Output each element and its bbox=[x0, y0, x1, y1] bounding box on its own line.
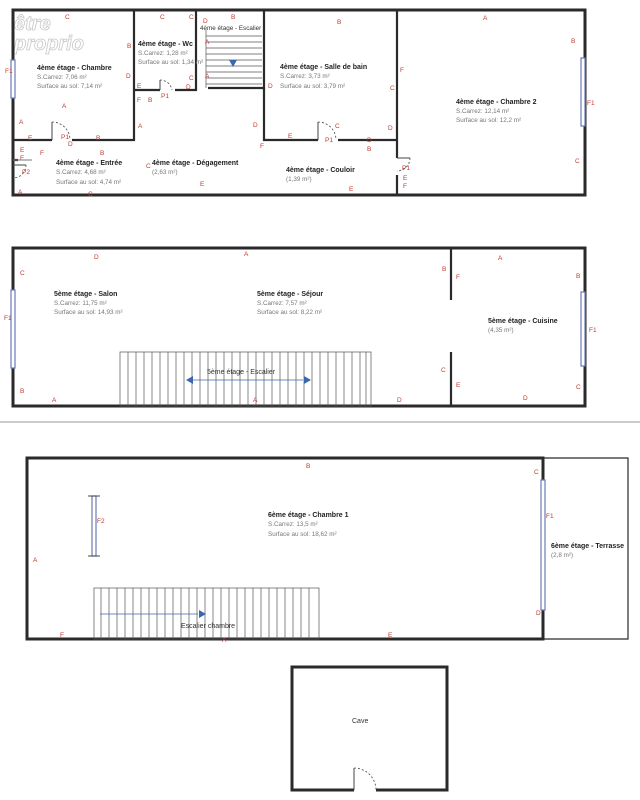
wall-code-label: C bbox=[20, 270, 25, 277]
wall-code-label: E bbox=[200, 181, 205, 188]
svg-text:(2,8 m²): (2,8 m²) bbox=[551, 552, 574, 559]
room-escalier-6: Escalier chambre bbox=[181, 623, 236, 630]
wall-code-label: C bbox=[575, 158, 580, 165]
wall-code-label: C bbox=[160, 14, 165, 21]
window-chambre bbox=[11, 60, 15, 98]
wall-code-label: A bbox=[138, 123, 143, 130]
arrow-right-icon bbox=[304, 376, 311, 384]
wall-code-label: F bbox=[456, 274, 460, 281]
room-chambre-4 bbox=[37, 65, 112, 90]
floor-6 bbox=[27, 458, 628, 644]
wall-code-label: F bbox=[137, 97, 141, 104]
window-chambre2 bbox=[581, 58, 585, 126]
wall-code-label: D bbox=[397, 397, 402, 404]
wall-code-label: B bbox=[100, 150, 105, 157]
wall-code-label: F2 bbox=[97, 518, 105, 525]
wall-code-label: E bbox=[137, 83, 142, 90]
door-label: P1 bbox=[402, 165, 410, 172]
wall-code-label: B bbox=[367, 146, 372, 153]
svg-text:S.Carrez: 1,28 m²: S.Carrez: 1,28 m² bbox=[138, 50, 188, 57]
svg-text:6ème étage - Terrasse: 6ème étage - Terrasse bbox=[551, 543, 625, 550]
wall-code-label: F bbox=[20, 155, 24, 162]
svg-text:4ème étage - Entrée: 4ème étage - Entrée bbox=[56, 160, 123, 167]
sdb-walls bbox=[264, 88, 397, 140]
wall-code-label: B bbox=[96, 135, 101, 142]
svg-text:5ème étage - Salon: 5ème étage - Salon bbox=[54, 291, 118, 298]
stair-walls bbox=[208, 10, 264, 88]
window-cuisine bbox=[581, 292, 585, 366]
arrow-left-icon bbox=[186, 376, 193, 384]
svg-text:Surface au sol: 1,34 m²: Surface au sol: 1,34 m² bbox=[138, 59, 204, 66]
svg-text:Surface au sol: 4,74 m²: Surface au sol: 4,74 m² bbox=[56, 179, 122, 186]
room-entree-4 bbox=[56, 160, 122, 186]
svg-text:S.Carrez: 7,57 m²: S.Carrez: 7,57 m² bbox=[257, 300, 307, 307]
logo-line2: proprio bbox=[14, 33, 84, 55]
room-sdb-4 bbox=[280, 64, 367, 90]
room-chambre1-6 bbox=[268, 512, 349, 538]
wall-code-label: C bbox=[65, 14, 70, 21]
window-f2 bbox=[92, 496, 96, 556]
svg-text:S.Carrez: 12,14 m²: S.Carrez: 12,14 m² bbox=[456, 108, 510, 115]
floor-5 bbox=[4, 248, 597, 406]
svg-text:Surface au sol: 12,2 m²: Surface au sol: 12,2 m² bbox=[456, 117, 522, 124]
svg-text:(2,63 m²): (2,63 m²) bbox=[152, 169, 178, 176]
stairs-4 bbox=[206, 30, 262, 88]
wall-code-label: A bbox=[18, 189, 23, 196]
door-label: P1 bbox=[325, 137, 333, 144]
room-sejour-5 bbox=[257, 291, 323, 316]
wall-code-label: D bbox=[186, 84, 191, 91]
svg-text:6ème étage - Chambre 1: 6ème étage - Chambre 1 bbox=[268, 512, 349, 519]
room-escalier-5: 5ème étage - Escalier bbox=[207, 369, 276, 376]
svg-text:5ème étage - Cuisine: 5ème étage - Cuisine bbox=[488, 318, 558, 325]
svg-text:4ème étage - Couloir: 4ème étage - Couloir bbox=[286, 167, 355, 174]
wall-code-label: B bbox=[576, 273, 581, 280]
wall-code-label: D bbox=[203, 18, 208, 25]
wall-code-label: E bbox=[403, 175, 408, 182]
stairs-6 bbox=[94, 588, 319, 639]
svg-text:S.Carrez: 13,5 m²: S.Carrez: 13,5 m² bbox=[268, 521, 318, 528]
wall-code-label: C bbox=[146, 163, 151, 170]
wall-code-label: A bbox=[62, 103, 67, 110]
wall-code-label: A bbox=[33, 557, 38, 564]
wall-code-label: B bbox=[337, 19, 342, 26]
svg-text:5ème étage - Séjour: 5ème étage - Séjour bbox=[257, 291, 324, 298]
wall-code-label: F1 bbox=[589, 327, 597, 334]
window-chambre1 bbox=[541, 480, 545, 610]
wall-code-label: C bbox=[88, 191, 93, 198]
wall-code-label: A bbox=[52, 397, 57, 404]
wall-code-label: A bbox=[498, 255, 503, 262]
wall-code-label: B bbox=[148, 97, 153, 104]
wall-code-label: F bbox=[403, 183, 407, 190]
wall-code-label: C bbox=[189, 14, 194, 21]
wall-code-label: E bbox=[349, 186, 354, 193]
door-label: P1 bbox=[61, 134, 69, 141]
wall-code-label: D bbox=[268, 83, 273, 90]
svg-text:Surface au sol: 3,79 m²: Surface au sol: 3,79 m² bbox=[280, 83, 346, 90]
cave-walls bbox=[292, 667, 447, 790]
wall-code-label: B bbox=[20, 388, 25, 395]
wall-code-label: F bbox=[260, 143, 264, 150]
wall-code-label: D bbox=[94, 254, 99, 261]
wall-code-label: A bbox=[244, 251, 249, 258]
wall-code-label: D bbox=[388, 125, 393, 132]
svg-text:S.Carrez: 7,06 m²: S.Carrez: 7,06 m² bbox=[37, 74, 87, 81]
wall-code-label: C bbox=[441, 367, 446, 374]
svg-text:4ème étage - Salle de bain: 4ème étage - Salle de bain bbox=[280, 64, 368, 71]
wall-code-label: D bbox=[536, 610, 541, 617]
wall-code-label: B bbox=[127, 43, 132, 50]
wall-code-label: C bbox=[576, 384, 581, 391]
wall-code-label: C bbox=[335, 123, 340, 130]
wall-codes-6 bbox=[33, 463, 554, 644]
wall-code-label: C bbox=[189, 75, 194, 82]
svg-text:S.Carrez: 4,68 m²: S.Carrez: 4,68 m² bbox=[56, 169, 106, 176]
logo-line1: être bbox=[14, 13, 51, 35]
wall-code-label: F1 bbox=[5, 68, 13, 75]
floor-4 bbox=[5, 10, 595, 198]
room-terrasse-6 bbox=[551, 543, 624, 559]
wall-code-label: D bbox=[523, 395, 528, 402]
wall-code-label: E bbox=[20, 147, 25, 154]
wall-code-label: D bbox=[367, 137, 372, 144]
svg-text:S.Carrez: 11,75 m²: S.Carrez: 11,75 m² bbox=[54, 300, 107, 307]
wall-code-label: A bbox=[205, 73, 210, 80]
wall-code-label: B bbox=[231, 14, 236, 21]
wall-code-label: A bbox=[483, 15, 488, 22]
svg-text:4ème étage - Chambre 2: 4ème étage - Chambre 2 bbox=[456, 99, 537, 106]
door-label: P1 bbox=[161, 93, 169, 100]
wall-code-label: F bbox=[60, 632, 64, 639]
wall-code-label: E bbox=[388, 632, 393, 639]
wall-code-label: D bbox=[126, 73, 131, 80]
wall-code-label: C bbox=[390, 85, 395, 92]
wall-code-label: E bbox=[456, 382, 461, 389]
room-degagement-4 bbox=[152, 160, 239, 176]
wall-code-label: F1 bbox=[4, 315, 12, 322]
cave bbox=[292, 667, 447, 790]
wall-code-label: A bbox=[19, 119, 24, 126]
svg-text:(1,39 m²): (1,39 m²) bbox=[286, 176, 312, 183]
wall-code-label: E bbox=[28, 135, 33, 142]
wall-code-label: D bbox=[68, 141, 73, 148]
svg-text:(4,35 m²): (4,35 m²) bbox=[488, 327, 514, 334]
room-couloir-4 bbox=[286, 167, 355, 183]
wall-code-label: F1 bbox=[546, 513, 554, 520]
svg-text:S.Carrez: 3,73 m²: S.Carrez: 3,73 m² bbox=[280, 73, 330, 80]
svg-text:4ème étage - Chambre: 4ème étage - Chambre bbox=[37, 65, 112, 72]
window-salon bbox=[11, 290, 15, 368]
room-wc-4 bbox=[138, 41, 203, 66]
wall-code-label: F bbox=[40, 150, 44, 157]
stairs-5 bbox=[120, 352, 371, 406]
wall-code-label: B bbox=[571, 38, 576, 45]
room-salon-5 bbox=[54, 291, 123, 316]
wall-code-label: E bbox=[288, 133, 293, 140]
door-label: P2 bbox=[22, 169, 30, 176]
wall-code-label: B bbox=[306, 463, 311, 470]
wall-code-label: C bbox=[534, 469, 539, 476]
svg-text:Surface au sol: 8,22 m²: Surface au sol: 8,22 m² bbox=[257, 309, 323, 316]
svg-text:Surface au sol: 14,93 m²: Surface au sol: 14,93 m² bbox=[54, 309, 123, 316]
svg-text:Surface au sol: 18,62 m²: Surface au sol: 18,62 m² bbox=[268, 531, 337, 538]
room-cave: Cave bbox=[352, 718, 369, 725]
svg-text:4ème étage - Dégagement: 4ème étage - Dégagement bbox=[152, 160, 239, 167]
wall-code-label: A bbox=[253, 397, 258, 404]
wall-code-label: A bbox=[222, 637, 227, 644]
wall-code-label: F1 bbox=[587, 100, 595, 107]
room-escalier-4: 4ème étage - Escalier bbox=[200, 25, 262, 32]
room-chambre2-4 bbox=[456, 99, 537, 124]
wall-code-label: B bbox=[442, 266, 447, 273]
svg-text:Surface au sol: 7,14 m²: Surface au sol: 7,14 m² bbox=[37, 83, 103, 90]
wall-code-label: A bbox=[205, 39, 210, 46]
wall-code-label: F bbox=[400, 67, 404, 74]
svg-text:4ème étage - Wc: 4ème étage - Wc bbox=[138, 41, 193, 48]
wall-code-label: D bbox=[253, 122, 258, 129]
room-cuisine-5 bbox=[488, 318, 558, 334]
